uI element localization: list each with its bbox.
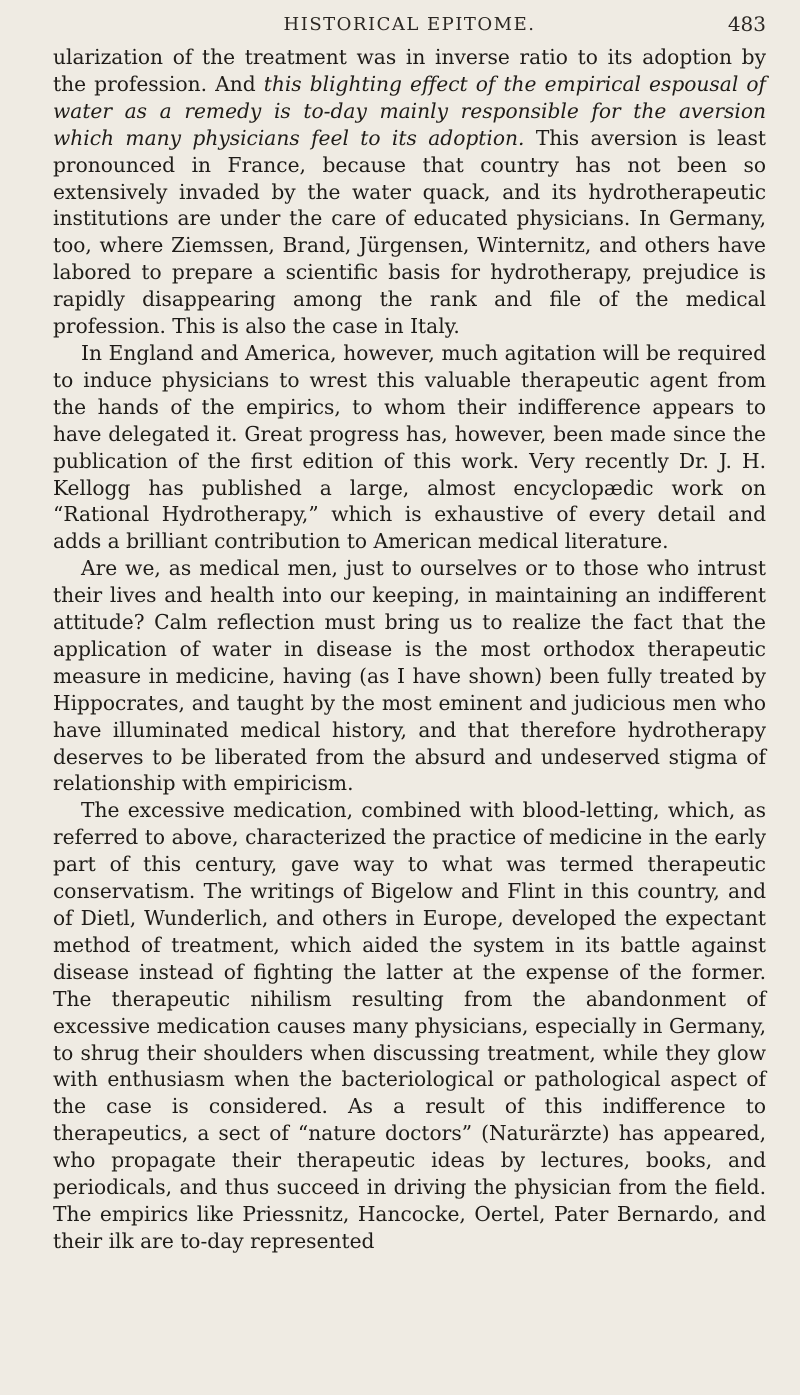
paragraph-1 (53, 44, 766, 340)
paragraph-3: Are we, as medical men, just to ourselves or to those who intrust their lives and health into our keeping, in maintaining an indifferent attitude? Calm reflection must bring us to realize the fact that the application of water in disease is the most orthodox therapeutic measure in medicine, having (as I have shown) been fully treated by Hippocrates, and taught by the most eminent and judicious men who have illuminated medical history, and that therefore hydrotherapy deserves to be liberated from the absurd and undeserved stigma of relationship with empiricism. (53, 556, 766, 796)
running-title: HISTORICAL EPITOME. (283, 14, 536, 35)
paragraph-1-italic-passage: this blighting effect of the empirical espousal of water as a remedy is to-day mainly responsible for the aversion which many physicians feel to its adoption. (53, 71, 766, 150)
running-head (53, 0, 766, 44)
page-number: 483 (727, 12, 766, 36)
paragraph-1-closing: This aversion is least pronounced in France, because that country has not been so extensively invaded by the water quack, and its hydrotherapeutic institutions are under the care of educated physicians. In Germany, too, where Ziemssen, Brand, Jürgensen, Winternitz, and others have labored to prepare a scientific basis for hydrotherapy, prejudice is rapidly disappearing among the rank and file of the medical profession. This is also the case in Italy. (53, 125, 766, 339)
paragraph-4: The excessive medication, combined with blood-letting, which, as referred to above, characterized the practice of medicine in the early part of this century, gave way to what was termed therapeutic conservatism. The writings of Bigelow and Flint in this country, and of Dietl, Wunderlich, and others in Europe, developed the expectant method of treatment, which aided the system in its battle against disease instead of fighting the latter at the expense of the former. The therapeutic nihilism resulting from the abandonment of excessive medication causes many physicians, especially in Germany, to shrug their shoulders when discussing treatment, while they glow with enthusiasm when the bacteriological or pathological aspect of the case is considered. As a result of this indifference to therapeutics, a sect of “nature doctors” (Naturärzte) has appeared, who propagate their therapeutic ideas by lectures, books, and periodicals, and thus succeed in driving the physician from the field. The empirics like Priessnitz, Hancocke, Oertel, Pater Bernardo, and their ilk are to-day represented (53, 798, 766, 1253)
paragraph-2: In England and America, however, much agitation will be required to induce physicians to wrest this valuable therapeutic agent from the hands of the empirics, to whom their indifference appears to have delegated it. Great progress has, however, been made since the publication of the first edition of this work. Very recently Dr. J. H. Kellogg has published a large, almost encyclopædic work on “Rational Hydrotherapy,” which is exhaustive of every detail and adds a brilliant contribution to American medical literature. (53, 340, 766, 554)
paragraph-1-opening: ularization of the treatment was in inverse ratio to its adoption by the profession. And (53, 45, 766, 96)
body-text (53, 44, 766, 1255)
